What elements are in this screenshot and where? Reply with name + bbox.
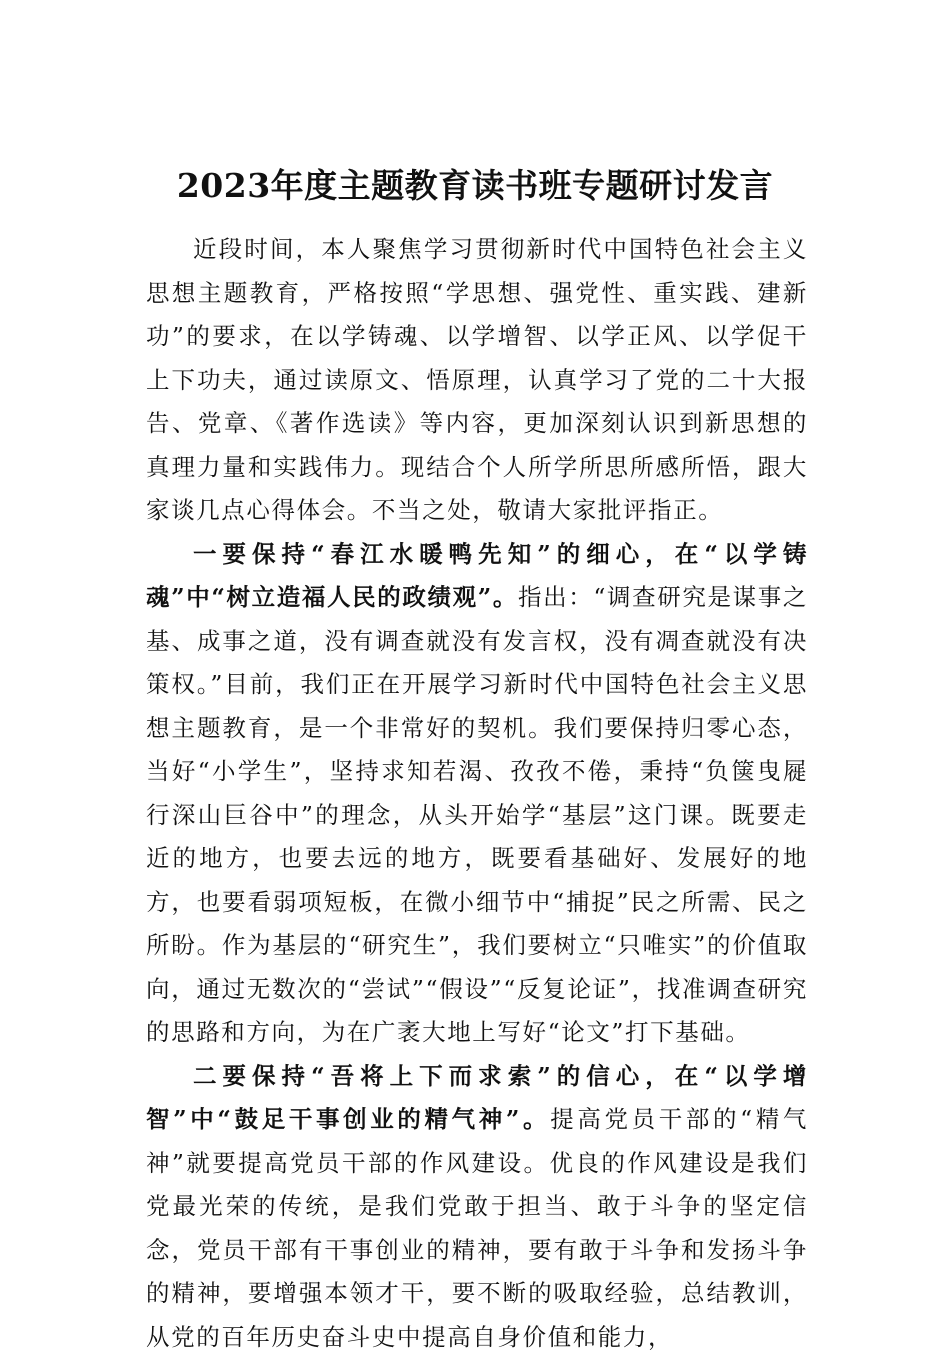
paragraph-intro xyxy=(146,228,808,533)
paragraph-text: 近段时间，本人聚焦学习贯彻新时代中国特色社会主义思想主题教育，严格按照“学思想、强党性、重实践、建新功”的要求，在以学铸魂、以学增智、以学正风、以学促干上下功夫，通过读原文、悟原理，认真学习了党的二十大报告、党章、《著作选读》等内容，更加深刻认识到新思想的真理力量和实践伟力。现结合个人所学所思所感所悟，跟大家谈几点心得体会。不当之处，敬请大家批评指正。 xyxy=(146,235,808,524)
document-title: 2023年度主题教育读书班专题研讨发言 xyxy=(0,160,950,212)
paragraph-point-two xyxy=(146,1055,808,1359)
paragraph-text: 提高党员干部的“精气神”就要提高党员干部的作风建设。优良的作风建设是我们党最光荣的传统，是我们党敢于担当、敢于斗争的坚定信念，党员干部有干事创业的精神，要有敢于斗争和发扬斗争的精神，要增强本领才干，要不断的吸取经验，总结教训，从党的百年历史奋斗史中提高自身价值和能力， xyxy=(146,1105,808,1351)
paragraph-text: 指出：“调查研究是谋事之基、成事之道，没有调查就没有发言权，没有凋查就没有决策权。”目前，我们正在开展学习新时代中国特色社会主义思想主题教育，是一个非常好的契机。我们要保持归零心态，当好“小学生”，坚持求知若渴、孜孜不倦，秉持“负箧曳屣行深山巨谷中”的理念，从头开始学“基层”这门课。既要走近的地方，也要去远的地方，既要看基础好、发展好的地方，也要看弱项短板，在微小细节中“捕捉”民之所需、民之所盼。作为基层的“研究生”，我们要树立“只唯实”的价值取向，通过无数次的“尝试”“假设”“反复论证”，找准调查研究的思路和方向，为在广袤大地上写好“论文”打下基础。 xyxy=(146,583,808,1046)
paragraph-point-one xyxy=(146,533,808,1055)
paragraph-lead: 一要保持“春江水暖鸭先知”的细心，在“以学铸魂”中“树立造福人民的政绩观”。 xyxy=(146,540,808,612)
paragraph-lead: 二要保持“吾将上下而求索”的信心，在“以学增智”中“鼓足干事创业的精气神”。 xyxy=(146,1062,808,1134)
document-body xyxy=(146,228,808,1359)
